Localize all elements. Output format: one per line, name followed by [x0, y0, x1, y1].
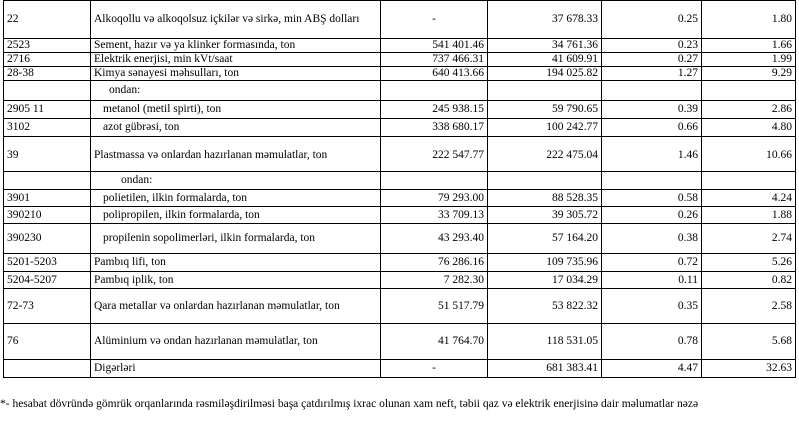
row-value: 88 528.35: [488, 190, 602, 207]
row-share-1: 0.25: [602, 1, 702, 39]
row-share-1: 0.39: [602, 101, 702, 119]
row-quantity: 33 709.13: [381, 207, 488, 224]
row-share-1: 0.72: [602, 254, 702, 272]
row-share-2: 2.86: [702, 101, 796, 119]
row-name: Kimya sənayesi məhsulları, ton: [91, 67, 381, 81]
row-share-2: [702, 81, 796, 101]
row-name: polipropilen, ilkin formalarda, ton: [91, 207, 381, 224]
row-name: metanol (metil spirti), ton: [91, 101, 381, 119]
row-code: 5204-5207: [4, 272, 91, 289]
row-share-1: 0.35: [602, 289, 702, 324]
table-row: [4, 101, 796, 119]
row-share-2: 4.80: [702, 119, 796, 137]
row-share-1: 0.66: [602, 119, 702, 137]
table-row: [4, 67, 796, 81]
row-name: Elektrik enerjisi, min kVt/saat: [91, 53, 381, 67]
row-value: 41 609.91: [488, 53, 602, 67]
row-share-2: 5.26: [702, 254, 796, 272]
row-share-2: 1.80: [702, 1, 796, 39]
row-value: [488, 172, 602, 190]
row-value: 53 822.32: [488, 289, 602, 324]
row-name: Alüminium və ondan hazırlanan məmulatlar, ton: [91, 324, 381, 360]
row-value: 17 034.29: [488, 272, 602, 289]
row-quantity: 41 764.70: [381, 324, 488, 360]
row-share-2: 32.63: [702, 360, 796, 378]
row-share-2: 1.99: [702, 53, 796, 67]
row-quantity: 76 286.16: [381, 254, 488, 272]
row-quantity: -: [381, 360, 488, 378]
table-row: [4, 254, 796, 272]
row-quantity: 338 680.17: [381, 119, 488, 137]
row-quantity: 541 401.46: [381, 39, 488, 53]
row-name: polietilen, ilkin formalarda, ton: [91, 190, 381, 207]
row-subheading: ondan:: [91, 81, 381, 101]
row-quantity: 737 466.31: [381, 53, 488, 67]
row-code: 3901: [4, 190, 91, 207]
row-share-1: 0.38: [602, 224, 702, 254]
row-code: 2523: [4, 39, 91, 53]
row-subheading: ondan:: [91, 172, 381, 190]
row-share-2: 2.58: [702, 289, 796, 324]
row-share-1: 0.26: [602, 207, 702, 224]
row-share-1: 1.46: [602, 137, 702, 172]
table-row: [4, 81, 796, 101]
row-quantity: 51 517.79: [381, 289, 488, 324]
row-code: 39: [4, 137, 91, 172]
row-quantity: 79 293.00: [381, 190, 488, 207]
row-share-1: 0.27: [602, 53, 702, 67]
table-row: [4, 119, 796, 137]
row-share-1: 0.23: [602, 39, 702, 53]
footnote: *- hesabat dövründə gömrük orqanlarında rəsmiləşdirilməsi başa çatdırılmış ixrac olunan xam neft, təbii qaz və elektrik enerjisinə dair məlumatlar nəzə: [0, 398, 699, 410]
row-code: 28-38: [4, 67, 91, 81]
row-code: 2716: [4, 53, 91, 67]
row-share-1: 0.58: [602, 190, 702, 207]
row-name: Pambıq lifi, ton: [91, 254, 381, 272]
row-value: 681 383.41: [488, 360, 602, 378]
row-share-1: 0.11: [602, 272, 702, 289]
table-row: [4, 360, 796, 378]
row-share-2: 1.66: [702, 39, 796, 53]
row-value: 194 025.82: [488, 67, 602, 81]
row-code: 76: [4, 324, 91, 360]
row-share-1: 1.27: [602, 67, 702, 81]
row-quantity: -: [381, 1, 488, 39]
row-quantity: 245 938.15: [381, 101, 488, 119]
row-name: propilenin sopolimerləri, ilkin formalarda, ton: [91, 224, 381, 254]
row-value: 59 790.65: [488, 101, 602, 119]
row-name: Plastmassa və onlardan hazırlanan məmulatlar, ton: [91, 137, 381, 172]
table-row: [4, 172, 796, 190]
row-name: azot gübrəsi, ton: [91, 119, 381, 137]
table-row: [4, 190, 796, 207]
row-code: [4, 172, 91, 190]
row-code: 72-73: [4, 289, 91, 324]
row-value: 222 475.04: [488, 137, 602, 172]
row-code: [4, 81, 91, 101]
row-code: 3102: [4, 119, 91, 137]
row-value: [488, 81, 602, 101]
row-value: 109 735.96: [488, 254, 602, 272]
row-quantity: 640 413.66: [381, 67, 488, 81]
row-name: Alkoqollu və alkoqolsuz içkilər və sirkə, min ABŞ dolları: [91, 1, 381, 39]
row-quantity: [381, 81, 488, 101]
row-value: 39 305.72: [488, 207, 602, 224]
row-share-1: [602, 172, 702, 190]
row-quantity: 43 293.40: [381, 224, 488, 254]
row-value: 57 164.20: [488, 224, 602, 254]
row-code: 22: [4, 1, 91, 39]
table-row: [4, 289, 796, 324]
row-value: 118 531.05: [488, 324, 602, 360]
row-name: Sement, hazır və ya klinker formasında, ton: [91, 39, 381, 53]
row-name: Qara metallar və onlardan hazırlanan məmulatlar, ton: [91, 289, 381, 324]
row-share-2: 9.29: [702, 67, 796, 81]
row-code: 390210: [4, 207, 91, 224]
row-share-2: 2.74: [702, 224, 796, 254]
table-row: [4, 224, 796, 254]
row-quantity: 7 282.30: [381, 272, 488, 289]
row-share-1: [602, 81, 702, 101]
row-share-2: 4.24: [702, 190, 796, 207]
table-row: [4, 1, 796, 39]
row-code: 2905 11: [4, 101, 91, 119]
row-code: [4, 360, 91, 378]
table-row: [4, 137, 796, 172]
table-row: [4, 39, 796, 53]
table-row: [4, 272, 796, 289]
row-name: Pambıq iplik, ton: [91, 272, 381, 289]
table-row: [4, 207, 796, 224]
export-table: [3, 0, 796, 378]
row-share-2: 10.66: [702, 137, 796, 172]
row-share-1: 0.78: [602, 324, 702, 360]
row-name: Digərləri: [91, 360, 381, 378]
row-value: 37 678.33: [488, 1, 602, 39]
row-share-2: [702, 172, 796, 190]
row-value: 34 761.36: [488, 39, 602, 53]
row-code: 390230: [4, 224, 91, 254]
row-value: 100 242.77: [488, 119, 602, 137]
row-code: 5201-5203: [4, 254, 91, 272]
row-share-2: 0.82: [702, 272, 796, 289]
row-share-2: 1.88: [702, 207, 796, 224]
row-share-2: 5.68: [702, 324, 796, 360]
row-share-1: 4.47: [602, 360, 702, 378]
table-row: [4, 324, 796, 360]
row-quantity: 222 547.77: [381, 137, 488, 172]
row-quantity: [381, 172, 488, 190]
table-row: [4, 53, 796, 67]
